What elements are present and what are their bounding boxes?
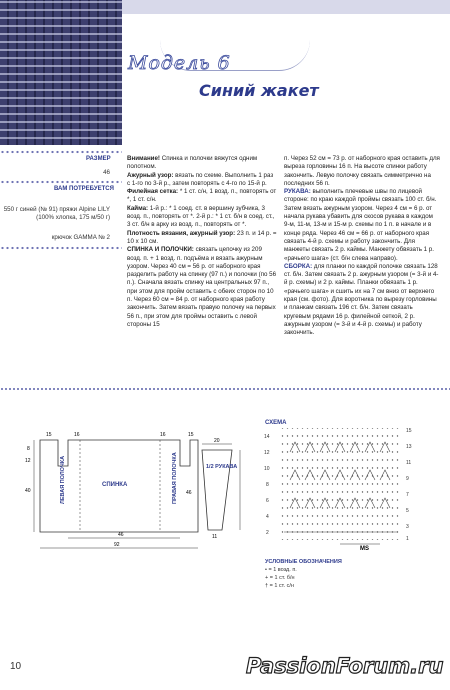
dim-label: 40 [25,488,31,494]
sidebar-divider [0,150,122,154]
pattern-diagram [0,392,450,622]
svg-text:7: 7 [406,492,409,498]
paragraph: Плотность вязания, ажурный узор: 23 п. и 14 р. = 10 х 10 см. [127,229,277,245]
watermark: PassionForum.ru [246,654,444,678]
sidebar-divider [0,180,122,184]
chart-row-numbers-right [406,428,412,542]
back-label: СПИНКА [102,482,128,488]
paragraph: п. Через 52 см = 73 р. от наборного края оставить для выреза горловины 16 п. На высоте спинки работу закончить. Левую полочку связать симметрично на последних 56 п. [284,155,440,187]
svg-text:6: 6 [266,498,269,504]
dim-label: 92 [114,542,120,548]
svg-text:5: 5 [406,508,409,514]
materials-label: ВАМ ПОТРЕБУЕТСЯ [54,186,114,192]
legend-title: УСЛОВНЫЕ ОБОЗНАЧЕНИЯ [265,559,342,565]
sleeve-label: 1/2 РУКАВА [206,464,238,470]
legend-item: + = 1 ст. б/н [265,575,295,581]
paragraph: Филейная сетка: * 1 ст. с/н, 1 возд. п., повторять от *, 1 ст. с/н. [127,188,277,204]
size-label: РАЗМЕР [86,156,111,162]
dim-label: 16 [74,432,80,438]
top-band [122,0,450,14]
left-front-label: ЛЕВАЯ ПОЛОЧКА [60,455,66,504]
dim-label: 16 [160,432,166,438]
svg-text:13: 13 [406,444,412,450]
legend-item: • = 1 возд. п. [265,567,297,573]
repeat-marker: MS [360,546,369,552]
stitch-grid [280,428,400,540]
svg-text:14: 14 [264,434,270,440]
dim-label: 11 [212,534,218,540]
chart-row-numbers-left [264,434,270,536]
dim-label: 20 [214,438,220,444]
svg-text:9: 9 [406,476,409,482]
dim-label: 46 [118,532,124,538]
text-column-2 [284,155,440,338]
dim-label: 46 [186,490,192,496]
text-column-1 [127,155,277,329]
legend [265,558,342,590]
page-number: 10 [10,661,22,672]
svg-text:8: 8 [266,482,269,488]
hook-text: крючок GAMMA № 2 [51,234,110,241]
chart-title: СХЕМА [265,420,287,426]
svg-text:11: 11 [406,460,412,466]
svg-text:12: 12 [264,450,270,456]
paragraph: Ажурный узор: вязать по схеме. Выполнить 1 раз с 1-го по 3-й р., затем повторять с 4-го по 15-й р. [127,171,274,187]
dim-label: 12 [25,458,31,464]
right-front-label: ПРАВАЯ ПОЛОЧКА [172,452,178,504]
paragraph: СБОРКА: для планки по каждой полочке связать 128 ст. б/н. Затем связать 2 р. ажурным узором (= 3-й и 4-й р. схемы) и 2 р. каймы. Планки обвязать 1 р. «рачьего шага» и сшить их на 7 см вниз от верхнего края (см. фото). Для воротника по вырезу горловины и планкам связать 196 ст. б/н. Затем связать кругевым рядами 16 р. филейной сеткой, 2 р. ажурным узором (= 3-й и 4-й р. схемы) и работу закончить. [284,262,439,337]
svg-text:1: 1 [406,536,409,542]
paragraph: Кайма: 1-й р.: * 1 соед. ст. в вершину зубчика, 3 возд. п., повторять от *. 2-й р.: * 1 ст. б/н в соед. ст., 3 ст. б/н в арку из возд. п., повторять от *. [127,204,275,229]
materials-text: 550 г синей (№ 91) пряжи Alpine LILY (100% хлопка, 175 м/50 г) [3,206,110,221]
paragraph: СПИНКА И ПОЛОЧКИ: связать цепочку из 209 возд. п. + 1 возд. п. подъёма и вязать ажурным узором. Через 40 см = 56 р. от наборного края разделить работу на спинку (97 п.) и полочки (по 56 п.). Сначала вязать спинку на центральных 97 п., при этом для пройм оставить с обеих сторон по 10 п. Через 60 см = 84 р. от наборного края работу закончить. Затем вязать правую полочку на первых 56 п., при этом для проймы оставить с левой стороны 15 [127,246,277,328]
svg-text:4: 4 [266,514,269,520]
model-number: Модель 6 [128,52,231,74]
size-value: 46 [103,169,110,176]
dim-label: 15 [188,432,194,438]
dim-label: 15 [46,432,52,438]
knit-fabric-photo [0,0,122,145]
article-title: Синий жакет [199,81,319,100]
dim-label: 8 [27,446,30,452]
paragraph: РУКАВА: выполнить плечевые швы по лицевой стороне: по краю каждой проймы связать 100 ст. б/н. Затем вязать ажурным узором. Через 4 см = 6 р. от начала рукава убавить для скосов рукава в каждом 9-м, 11-м, 13-м и 15-м р. схемы по 1 п. в начале и в конце ряда. Через 46 см = 66 р. от наборного края связать 4-й р. схемы и работу закончить. Для манжеты связать 2 р. каймы. Манжету обвязать 1 р. «рачьего шага» (ст. б/н слева направо). [284,188,437,262]
svg-text:3: 3 [406,524,409,530]
svg-text:10: 10 [264,466,270,472]
svg-text:2: 2 [266,530,269,536]
svg-text:15: 15 [406,428,412,434]
paragraph: Внимание! Спинка и полочки вяжутся одним полотном. [127,155,258,171]
section-divider [0,388,450,390]
sidebar-divider [0,246,122,250]
legend-item: † = 1 ст. с/н [265,583,294,589]
sleeve-outline [202,450,232,530]
